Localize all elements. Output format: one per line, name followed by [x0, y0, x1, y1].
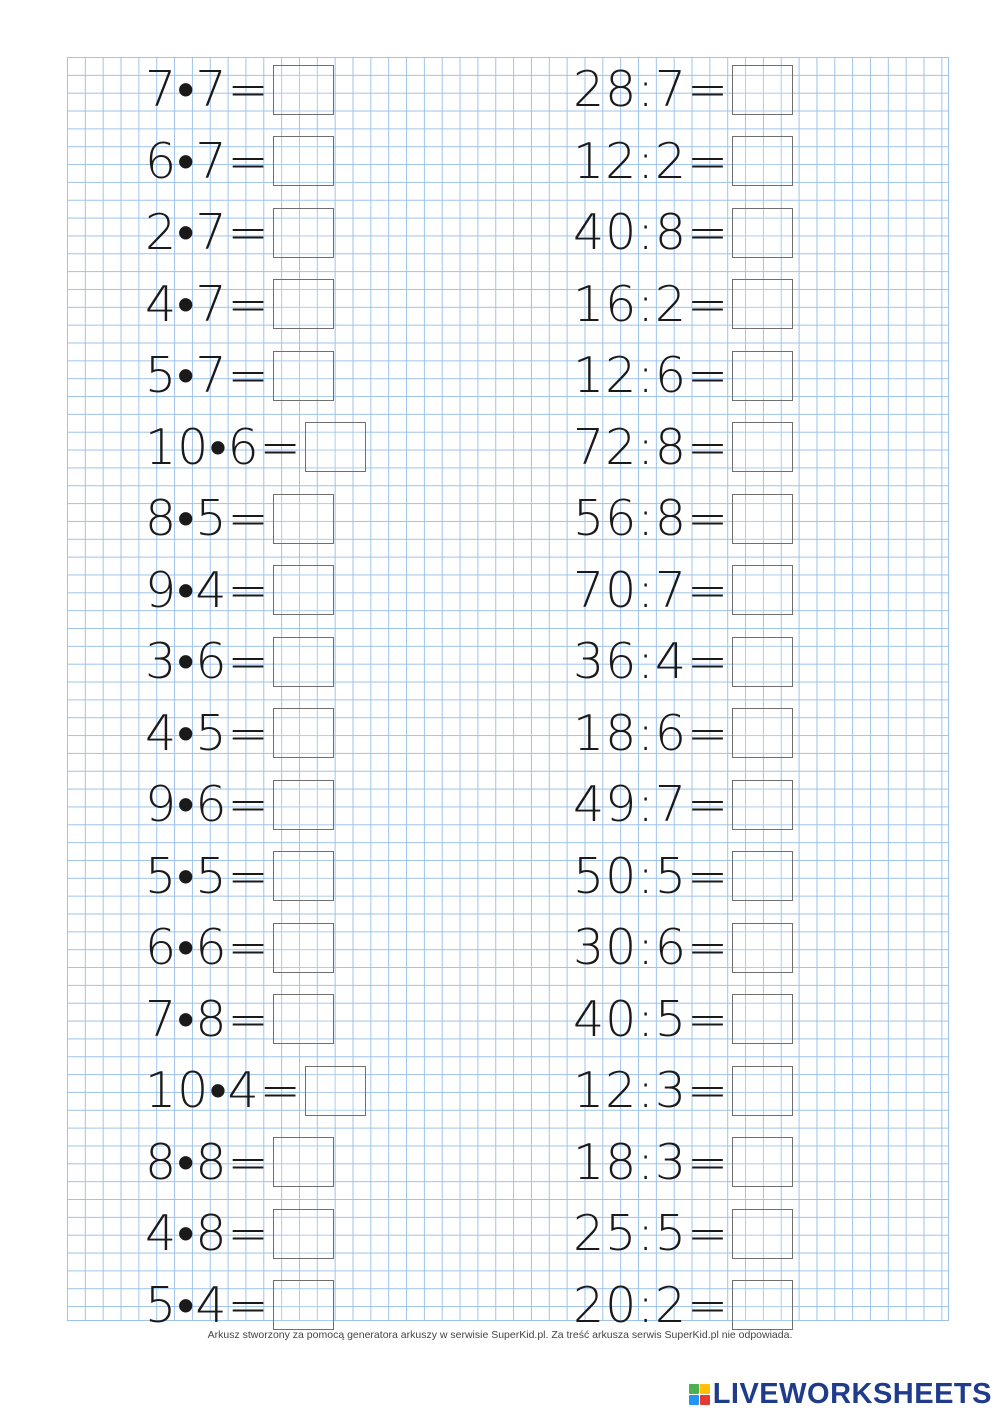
- division-expression: 49:7=: [573, 776, 730, 834]
- multiplication-expression: 7•7=: [145, 61, 270, 119]
- division-expression: 72:8=: [573, 418, 730, 476]
- answer-box[interactable]: [732, 136, 793, 186]
- answer-box[interactable]: [732, 851, 793, 901]
- answer-box[interactable]: [732, 494, 793, 544]
- division-row: [573, 1127, 793, 1199]
- answer-box[interactable]: [273, 494, 334, 544]
- answer-box[interactable]: [305, 1066, 366, 1116]
- answer-box[interactable]: [273, 708, 334, 758]
- multiplication-expression: 3•6=: [145, 633, 270, 691]
- multiplication-row: [145, 412, 366, 484]
- division-expression: 20:2=: [573, 1276, 730, 1334]
- answer-box[interactable]: [732, 279, 793, 329]
- answer-box[interactable]: [273, 1137, 334, 1187]
- answer-box[interactable]: [273, 1209, 334, 1259]
- division-expression: 28:7=: [573, 61, 730, 119]
- division-expression: 12:2=: [573, 132, 730, 190]
- multiplication-row: [145, 698, 334, 770]
- division-expression: 18:3=: [573, 1133, 730, 1191]
- division-expression: 12:6=: [573, 347, 730, 405]
- answer-box[interactable]: [732, 565, 793, 615]
- multiplication-expression: 5•4=: [145, 1276, 270, 1334]
- division-expression: 40:5=: [573, 990, 730, 1048]
- division-row: [573, 340, 793, 412]
- division-row: [573, 483, 793, 555]
- division-expression: 40:8=: [573, 204, 730, 262]
- answer-box[interactable]: [273, 208, 334, 258]
- multiplication-row: [145, 1127, 334, 1199]
- answer-box[interactable]: [732, 65, 793, 115]
- multiplication-row: [145, 483, 334, 555]
- answer-box[interactable]: [273, 65, 334, 115]
- multiplication-row: [145, 769, 334, 841]
- division-expression: 50:5=: [573, 847, 730, 905]
- answer-box[interactable]: [273, 565, 334, 615]
- answer-box[interactable]: [273, 923, 334, 973]
- multiplication-expression: 5•7=: [145, 347, 270, 405]
- division-row: [573, 769, 793, 841]
- liveworksheets-logo: [689, 1378, 992, 1411]
- division-row: [573, 1055, 793, 1127]
- answer-box[interactable]: [732, 1280, 793, 1330]
- answer-box[interactable]: [273, 136, 334, 186]
- multiplication-row: [145, 269, 334, 341]
- answer-box[interactable]: [305, 422, 366, 472]
- answer-box[interactable]: [273, 351, 334, 401]
- multiplication-row: [145, 340, 334, 412]
- multiplication-expression: 8•8=: [145, 1133, 270, 1191]
- brand-name: LIVEWORKSHEETS: [712, 1378, 992, 1410]
- division-expression: 18:6=: [573, 704, 730, 762]
- grid-paper: [67, 57, 949, 1334]
- division-expression: 16:2=: [573, 275, 730, 333]
- multiplication-expression: 9•6=: [145, 776, 270, 834]
- division-expression: 12:3=: [573, 1062, 730, 1120]
- multiplication-expression: 4•8=: [145, 1205, 270, 1263]
- division-row: [573, 269, 793, 341]
- multiplication-row: [145, 626, 334, 698]
- multiplication-expression: 7•8=: [145, 990, 270, 1048]
- division-row: [573, 912, 793, 984]
- multiplication-row: [145, 1198, 334, 1270]
- multiplication-expression: 4•7=: [145, 275, 270, 333]
- multiplication-expression: 5•5=: [145, 847, 270, 905]
- answer-box[interactable]: [273, 1280, 334, 1330]
- multiplication-expression: 9•4=: [145, 561, 270, 619]
- multiplication-row: [145, 912, 334, 984]
- division-row: [573, 984, 793, 1056]
- logo-tile-3: [689, 1395, 699, 1405]
- answer-box[interactable]: [732, 208, 793, 258]
- answer-box[interactable]: [273, 994, 334, 1044]
- division-expression: 56:8=: [573, 490, 730, 548]
- answer-box[interactable]: [732, 780, 793, 830]
- division-expression: 70:7=: [573, 561, 730, 619]
- answer-box[interactable]: [273, 851, 334, 901]
- multiplication-expression: 4•5=: [145, 704, 270, 762]
- division-row: [573, 698, 793, 770]
- answer-box[interactable]: [732, 708, 793, 758]
- division-row: [573, 1198, 793, 1270]
- multiplication-row: [145, 197, 334, 269]
- answer-box[interactable]: [732, 422, 793, 472]
- division-expression: 36:4=: [573, 633, 730, 691]
- multiplication-expression: 2•7=: [145, 204, 270, 262]
- division-expression: 30:6=: [573, 919, 730, 977]
- answer-box[interactable]: [732, 1209, 793, 1259]
- division-row: [573, 626, 793, 698]
- logo-tile-2: [700, 1384, 710, 1394]
- answer-box[interactable]: [732, 351, 793, 401]
- division-row: [573, 197, 793, 269]
- multiplication-row: [145, 555, 334, 627]
- answer-box[interactable]: [732, 1137, 793, 1187]
- footer-note: Arkusz stworzony za pomocą generatora arkuszy w serwisie SuperKid.pl. Za treść arkusza serwis SuperKid.pl nie odpowiada.: [207, 1329, 793, 1341]
- multiplication-row: [145, 1055, 366, 1127]
- answer-box[interactable]: [732, 1066, 793, 1116]
- division-row: [573, 126, 793, 198]
- multiplication-expression: 6•6=: [145, 919, 270, 977]
- answer-box[interactable]: [732, 994, 793, 1044]
- multiplication-row: [145, 984, 334, 1056]
- division-row: [573, 841, 793, 913]
- multiplication-row: [145, 126, 334, 198]
- answer-box[interactable]: [273, 637, 334, 687]
- division-row: [573, 54, 793, 126]
- multiplication-expression: 6•7=: [145, 132, 270, 190]
- answer-box[interactable]: [732, 637, 793, 687]
- division-expression: 25:5=: [573, 1205, 730, 1263]
- answer-box[interactable]: [273, 279, 334, 329]
- division-row: [573, 412, 793, 484]
- multiplication-expression: 10•6=: [145, 418, 302, 476]
- multiplication-row: [145, 841, 334, 913]
- answer-box[interactable]: [273, 780, 334, 830]
- multiplication-expression: 8•5=: [145, 490, 270, 548]
- answer-box[interactable]: [732, 923, 793, 973]
- logo-tile-1: [689, 1384, 699, 1394]
- brand-logo-icon: [689, 1384, 710, 1405]
- division-row: [573, 555, 793, 627]
- multiplication-row: [145, 54, 334, 126]
- multiplication-expression: 10•4=: [145, 1062, 302, 1120]
- logo-tile-4: [700, 1395, 710, 1405]
